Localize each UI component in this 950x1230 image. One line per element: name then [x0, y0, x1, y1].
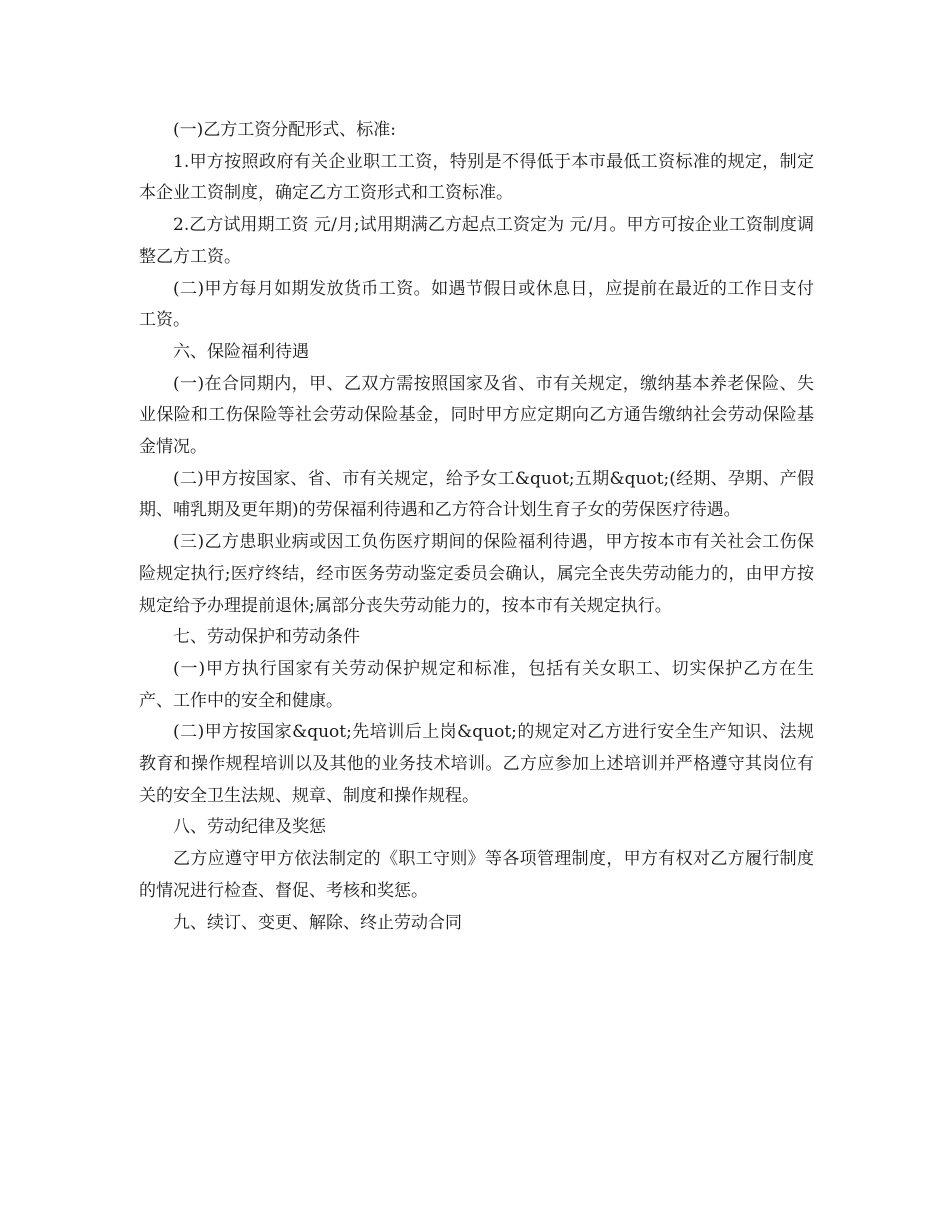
section-heading-labor-protection: 七、劳动保护和劳动条件	[173, 627, 360, 648]
paragraph-wage-clause-2: 2.乙方试用期工资 元/月;试用期满乙方起点工资定为 元/月。甲方可按企业工资制度调整乙方工资。	[139, 215, 814, 267]
paragraph-wage-payment: (二)甲方每月如期发放货币工资。如遇节假日或休息日，应提前在最近的工作日支付工资。	[139, 278, 814, 331]
paragraph-insurance-2: (二)甲方按国家、省、市有关规定，给予女工&quot;五期&quot;(经期、孕期、产假期、哺乳期及更年期)的劳保福利待遇和乙方符合计划生育子女的劳保医疗待遇。	[139, 468, 814, 521]
document-body	[139, 115, 814, 939]
paragraph-discipline: 乙方应遵守甲方依法制定的《职工守则》等各项管理制度，甲方有权对乙方履行制度的情况进行检查、督促、考核和奖惩。	[139, 849, 814, 901]
section-heading-insurance: 六、保险福利待遇	[173, 341, 309, 362]
section-heading-contract-changes: 九、续订、变更、解除、终止劳动合同	[173, 912, 462, 933]
paragraph-wage-form-heading: (一)乙方工资分配形式、标准:	[173, 120, 396, 140]
paragraph-protection-1: (一)甲方执行国家有关劳动保护规定和标准，包括有关女职工、切实保护乙方在生产、工作中的安全和健康。	[139, 658, 814, 711]
paragraph-protection-2: (二)甲方按国家&quot;先培训后上岗&quot;的规定对乙方进行安全生产知识、法规教育和操作规程培训以及其他的业务技术培训。乙方应参加上述培训并严格遵守其岗位有关的安全卫生法规、规章、制度和操作规程。	[139, 722, 814, 806]
section-heading-discipline: 八、劳动纪律及奖惩	[173, 817, 326, 838]
paragraph-insurance-1: (一)在合同期内，甲、乙双方需按照国家及省、市有关规定，缴纳基本养老保险、失业保险和工伤保险等社会劳动保险基金，同时甲方应定期向乙方通告缴纳社会劳动保险基金情况。	[139, 373, 814, 458]
paragraph-insurance-3: (三)乙方患职业病或因工负伤医疗期间的保险福利待遇，甲方按本市有关社会工伤保险规定执行;医疗终结，经市医务劳动鉴定委员会确认，属完全丧失劳动能力的，由甲方按规定给予办理提前退休;属部分丧失劳动能力的，按本市有关规定执行。	[139, 532, 814, 616]
paragraph-wage-clause-1: 1.甲方按照政府有关企业职工工资，特别是不得低于本市最低工资标准的规定，制定本企业工资制度，确定乙方工资形式和工资标准。	[139, 151, 814, 204]
